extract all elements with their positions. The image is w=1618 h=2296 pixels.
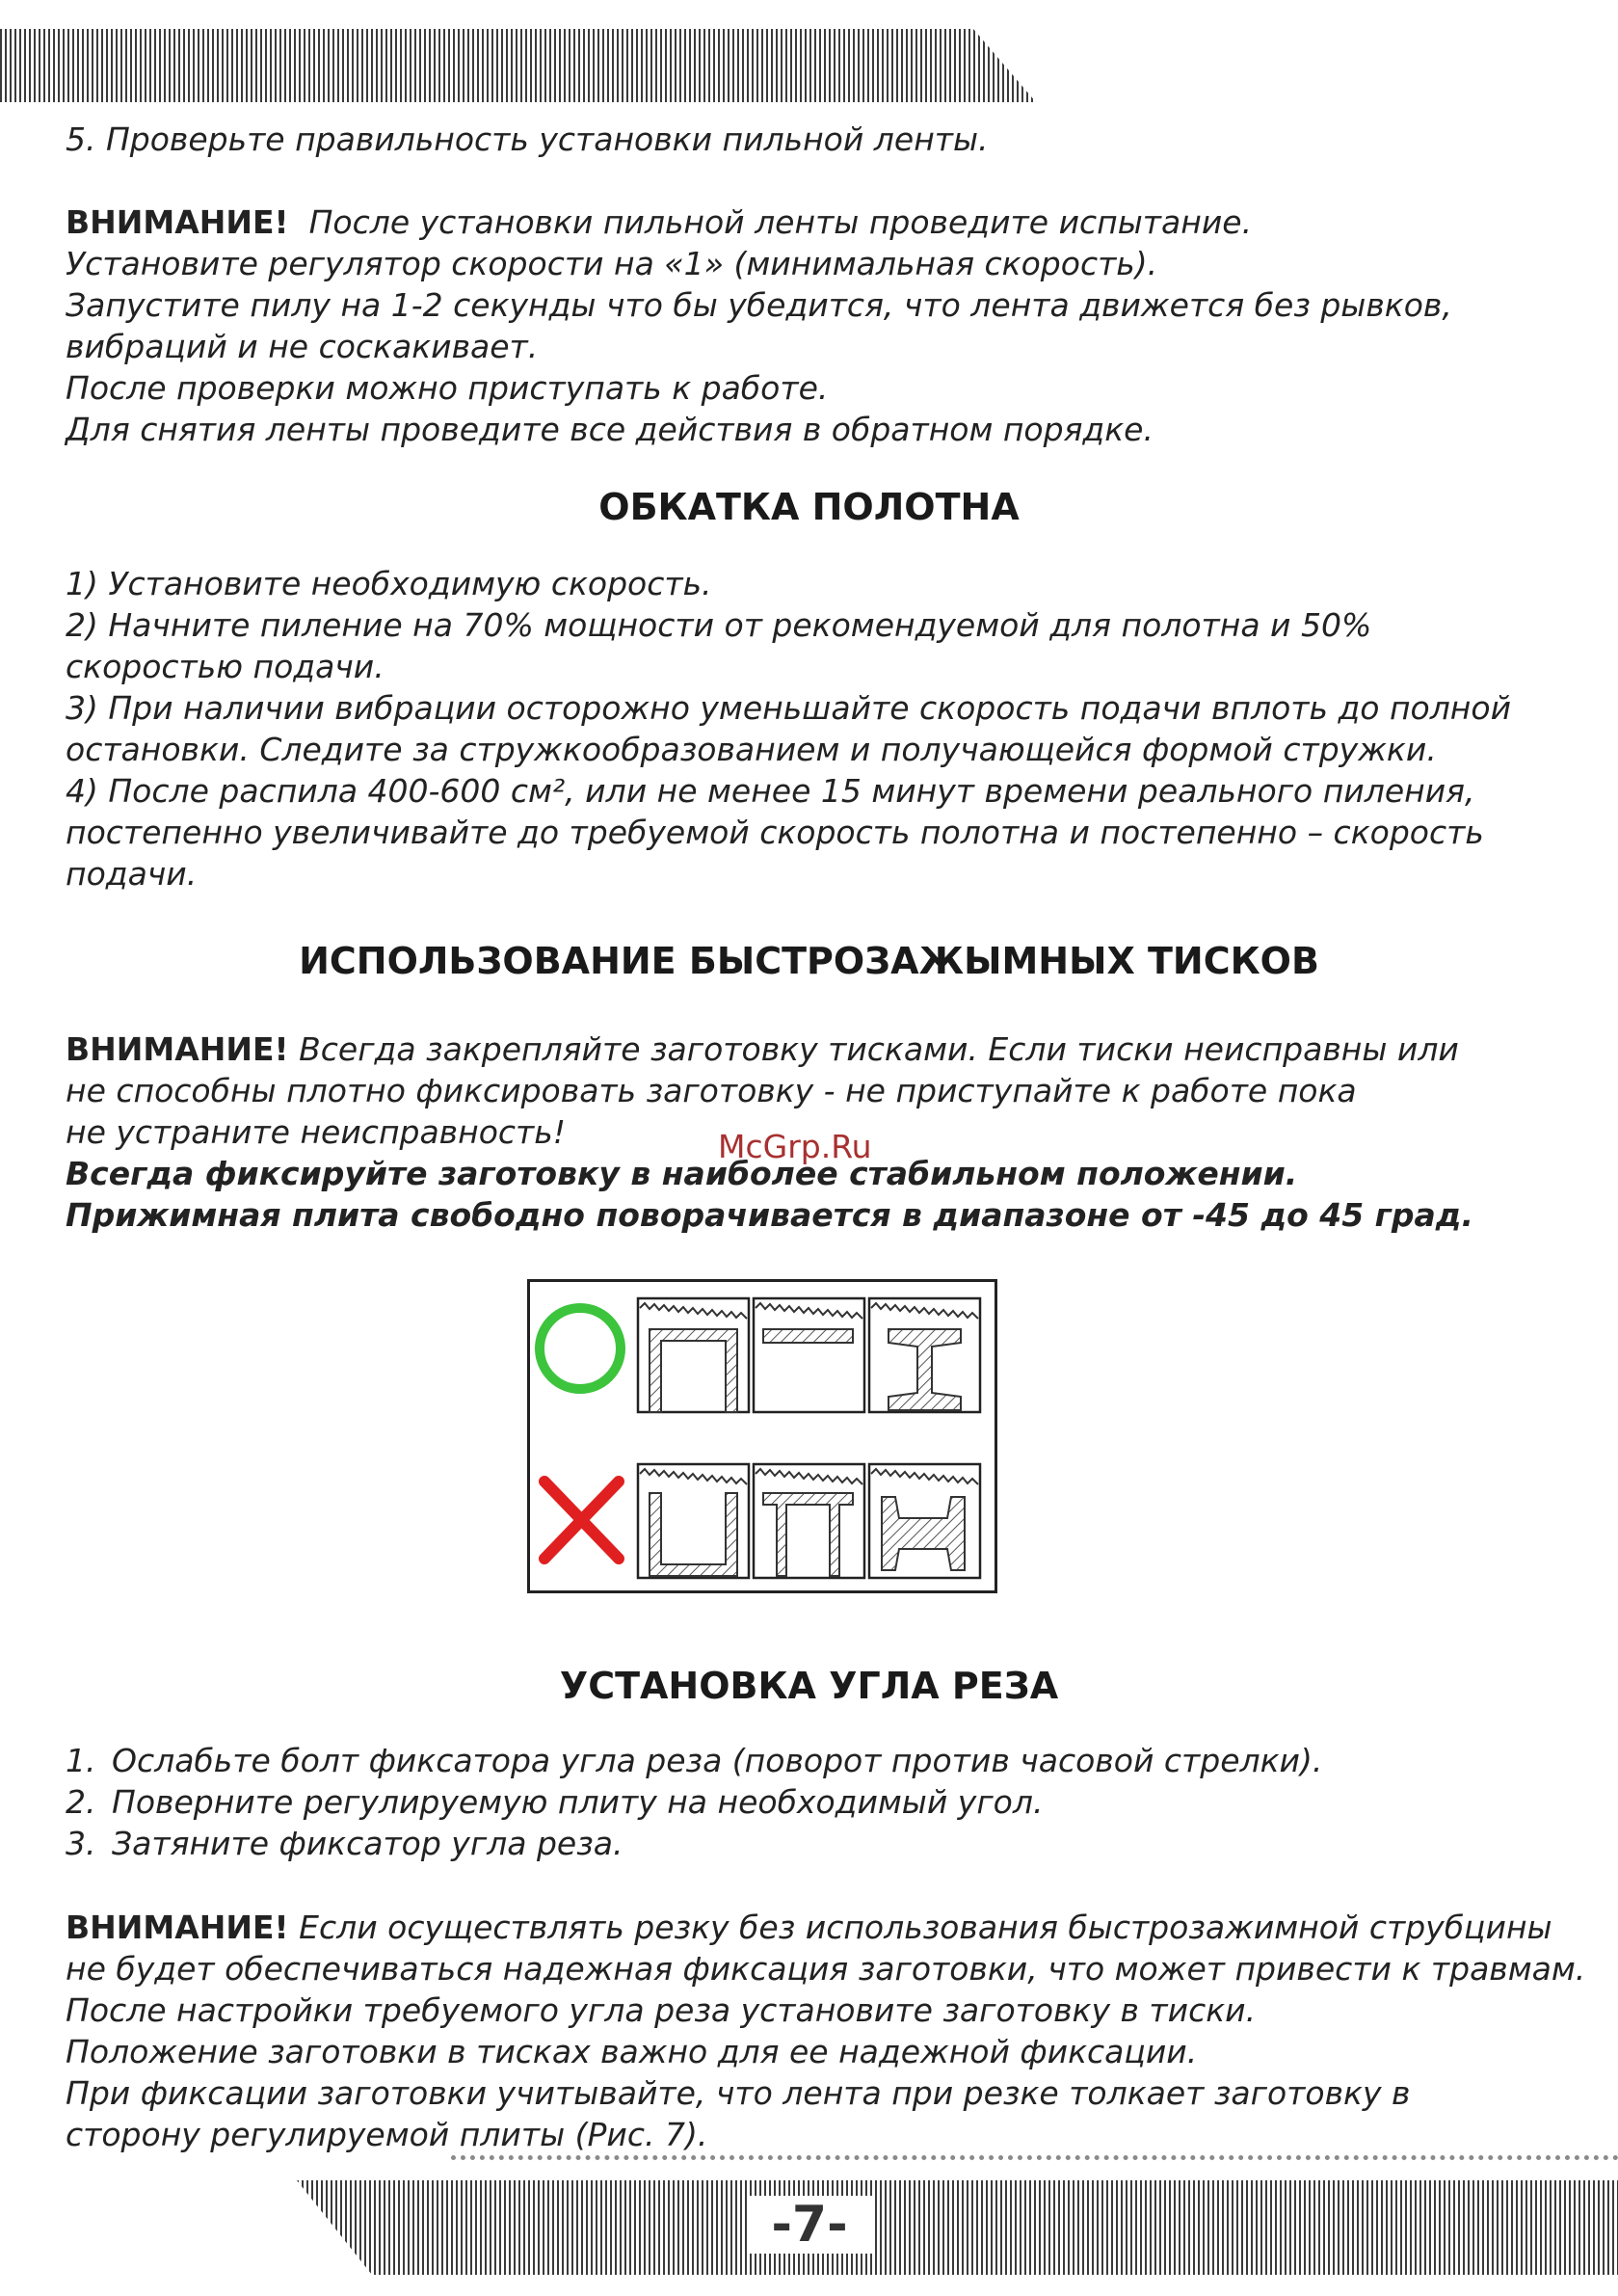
vise-line: не устраните неисправность! [66, 1113, 566, 1151]
footer-hatch-band [297, 2180, 1618, 2275]
correct-flat-bar-diagram [754, 1298, 864, 1412]
correct-i-beam-diagram [869, 1298, 980, 1412]
step-5: 5. Проверьте правильность установки пильной ленты. [66, 120, 989, 158]
angle-line: сторону регулируемой плиты (Рис. 7). [66, 2116, 708, 2153]
section-title-angle: УСТАНОВКА УГЛА РЕЗА [559, 1665, 1059, 1707]
attention-label: ВНИМАНИЕ! [66, 1030, 289, 1068]
angle-attention: ВНИМАНИЕ! Если осуществлять резку без использования быстрозажимной струбцины [66, 1909, 1552, 1946]
attention-label: ВНИМАНИЕ! [66, 1909, 289, 1946]
section-title-breakin: ОБКАТКА ПОЛОТНА [598, 486, 1020, 528]
angle-line: При фиксации заготовки учитывайте, что лента при резке толкает заготовку в [66, 2074, 1411, 2112]
angle-step-3: 3. Затяните фиксатор угла реза. [66, 1825, 623, 1862]
vise-bold-line: Всегда фиксируйте заготовку в наиболее стабильном положении. [66, 1155, 1298, 1192]
header-hatch-band [0, 29, 1036, 102]
intro-line: Запустите пилу на 1-2 секунды что бы убедится, что лента движется без рывков, [66, 286, 1452, 324]
vise-line: не способны плотно фиксировать заготовку - не приступайте к работе пока [66, 1072, 1357, 1109]
intro-line: вибраций и не соскакивает. [66, 328, 539, 365]
breakin-line: 3) При наличии вибрации осторожно уменьшайте скорость подачи вплоть до полной [66, 689, 1512, 727]
breakin-line: 2) Начните пиление на 70% мощности от рекомендуемой для полотна и 50% [66, 606, 1372, 644]
breakin-line: остановки. Следите за стружкообразованием и получающейся формой стружки. [66, 731, 1437, 768]
intro-line: Для снятия ленты проведите все действия в обратном порядке. [66, 411, 1154, 448]
angle-step-2: 2. Поверните регулируемую плиту на необходимый угол. [66, 1783, 1044, 1821]
page-number: -7- [747, 2196, 872, 2254]
vise-attention: ВНИМАНИЕ! Всегда закрепляйте заготовку тисками. Если тиски неисправны или [66, 1030, 1459, 1068]
angle-line: Положение заготовки в тисках важно для ее надежной фиксации. [66, 2033, 1198, 2070]
wrong-i-beam-diagram [869, 1464, 980, 1578]
intro-line: Установите регулятор скорости на «1» (минимальная скорость). [66, 245, 1158, 282]
section-title-vise: ИСПОЛЬЗОВАНИЕ БЫСТРОЗАЖЫМНЫХ ТИСКОВ [299, 940, 1319, 982]
breakin-line: подачи. [66, 855, 198, 893]
wrong-t-section-diagram [754, 1464, 864, 1578]
intro-attention: ВНИМАНИЕ! После установки пильной ленты проведите испытание. [66, 203, 1253, 241]
attention-label: ВНИМАНИЕ! [66, 203, 289, 241]
wrong-channel-diagram [638, 1464, 749, 1578]
watermark: McGrp.Ru [718, 1128, 872, 1165]
angle-step-1: 1. Ослабьте болт фиксатора угла реза (поворот против часовой стрелки). [66, 1742, 1323, 1779]
breakin-line: 4) После распила 400-600 см², или не менее 15 минут времени реального пиления, [66, 772, 1475, 810]
intro-line: После проверки можно приступать к работе. [66, 369, 829, 407]
breakin-line: скоростью подачи. [66, 648, 385, 685]
breakin-line: 1) Установите необходимую скорость. [66, 565, 712, 602]
breakin-line: постепенно увеличивайте до требуемой скорость полотна и постепенно – скорость [66, 814, 1484, 851]
vise-bold-line: Прижимная плита свободно поворачивается в диапазоне от -45 до 45 град. [66, 1196, 1473, 1234]
angle-line: не будет обеспечиваться надежная фиксация заготовки, что может привести к травмам. [66, 1950, 1586, 1988]
correct-channel-diagram [638, 1298, 749, 1412]
angle-line: После настройки требуемого угла реза установите заготовку в тиски. [66, 1991, 1257, 2029]
clamping-positions-figure [527, 1279, 997, 1593]
footer-dotted-rule [451, 2155, 1618, 2160]
